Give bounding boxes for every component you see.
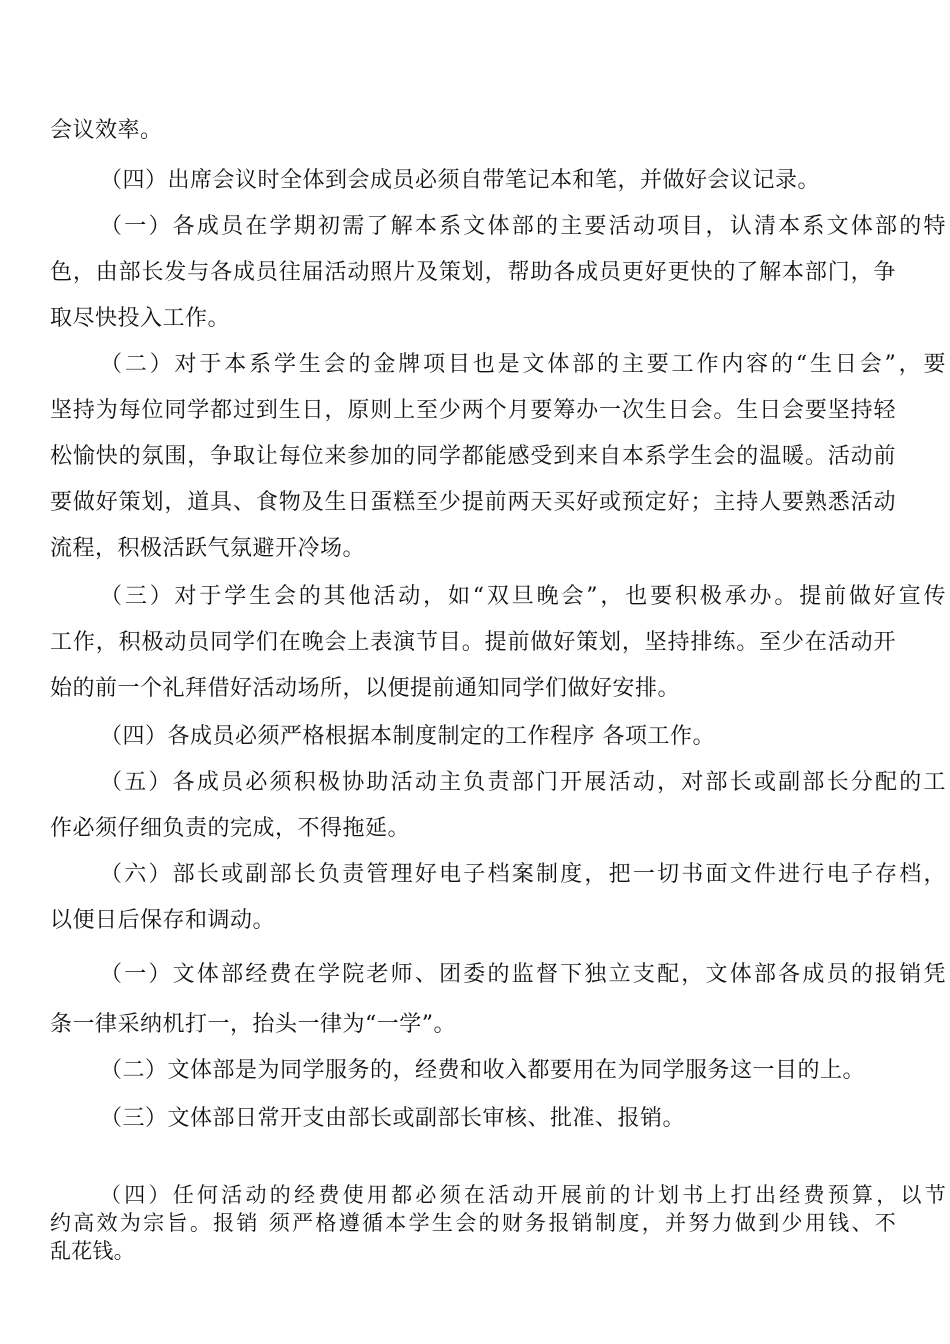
text-line: 会议效率。 (50, 118, 163, 143)
text-line: （四）任何活动的经费使用都必须在活动开展前的计划书上打出经费预算，以节 (100, 1183, 946, 1207)
text-line: （三）文体部日常开支由部长或副部长审核、批准、报销。 (100, 1106, 686, 1131)
text-line: （二）文体部是为同学服务的，经费和收入都要用在为同学服务这一目的上。 (100, 1058, 866, 1083)
text-line: 要做好策划，道具、食物及生日蛋糕至少提前两天买好或预定好；主持人要熟悉活动 (50, 490, 896, 515)
text-line: 坚持为每位同学都过到生日，原则上至少两个月要筹办一次生日会。生日会要坚持轻 (50, 398, 896, 423)
text-line: 取尽快投入工作。 (50, 306, 231, 331)
text-line: （四）出席会议时全体到会成员必须自带笔记本和笔，并做好会议记录。 (100, 168, 821, 193)
text-line: （二）对于本系学生会的金牌项目也是文体部的主要工作内容的“生日会”，要 (100, 352, 946, 377)
text-line: 松愉快的氛围，争取让每位来参加的同学都能感受到来自本系学生会的温暖。活动前 (50, 444, 896, 469)
text-line: 工作，积极动员同学们在晚会上表演节目。提前做好策划，坚持排练。至少在活动开 (50, 630, 896, 655)
text-line: 始的前一个礼拜借好活动场所，以便提前通知同学们做好安排。 (50, 676, 681, 701)
text-line: （五）各成员必须积极协助活动主负责部门开展活动，对部长或副部长分配的工 (100, 770, 946, 795)
text-line: 作必须仔细负责的完成，不得拖延。 (50, 816, 411, 841)
text-line: 约高效为宗旨。报销 须严格遵循本学生会的财务报销制度，并努力做到少用钱、不 (50, 1211, 896, 1235)
text-line: （四）各成员必须严格根据本制度制定的工作程序 各项工作。 (100, 724, 715, 749)
text-line: （一）各成员在学期初需了解本系文体部的主要活动项目，认清本系文体部的特 (100, 214, 946, 239)
text-line: 乱花钱。 (50, 1239, 135, 1263)
text-line: 条一律采纳机打一，抬头一律为“一学”。 (50, 1012, 456, 1037)
text-line: 流程，积极活跃气氛避开冷场。 (50, 536, 366, 561)
text-line: （三）对于学生会的其他活动，如“双旦晚会”，也要积极承办。提前做好宣传 (100, 584, 946, 609)
text-line: 以便日后保存和调动。 (50, 908, 276, 933)
text-line: 色，由部长发与各成员往届活动照片及策划，帮助各成员更好更快的了解本部门，争 (50, 260, 896, 285)
text-line: （六）部长或副部长负责管理好电子档案制度，把一切书面文件进行电子存档， (100, 862, 946, 887)
text-line: （一）文体部经费在学院老师、团委的监督下独立支配，文体部各成员的报销凭 (100, 962, 946, 987)
document-page (50, 0, 946, 1344)
